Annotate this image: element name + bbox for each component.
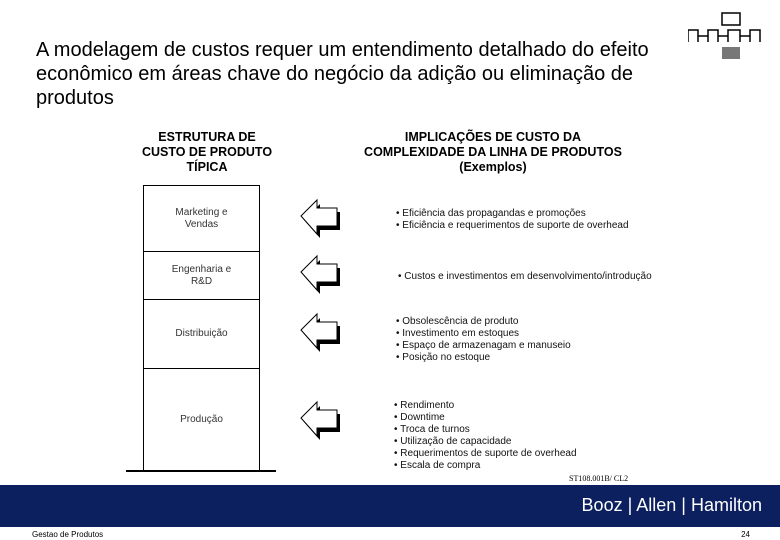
arrow-left-icon xyxy=(300,310,342,352)
implications-engineering xyxy=(398,271,652,283)
block-label: Produção xyxy=(180,413,223,425)
list-item: • Posição no estoque xyxy=(396,352,491,363)
block-label: Marketing e Vendas xyxy=(175,206,228,230)
header-line: IMPLICAÇÕES DE CUSTO DA xyxy=(404,130,582,144)
header-line: CUSTO DE PRODUTO xyxy=(141,145,273,159)
list-item: • Downtime xyxy=(394,412,445,423)
list-item: • Custos e investimentos em desenvolvimento/introdução xyxy=(398,271,652,282)
list-item: • Eficiência das propagandas e promoções xyxy=(396,208,586,219)
brand-logo: Booz | Allen | Hamilton xyxy=(581,495,762,515)
block-marketing xyxy=(143,185,260,252)
list-item: • Obsolescência de produto xyxy=(396,316,519,327)
arrow-left-icon xyxy=(300,398,342,440)
footer-label: Gestao de Produtos xyxy=(32,530,104,539)
block-label: Engenharia e R&D xyxy=(171,263,232,287)
list-item: • Rendimento xyxy=(394,400,455,411)
list-item: • Espaço de armazenagam e manuseio xyxy=(396,340,571,351)
list-item: • Investimento em estoques xyxy=(396,328,520,339)
slide-title: A modelagem de custos requer um entendimento detalhado do efeito econômico em áreas chave do negócio da adição ou eliminação de produtos xyxy=(36,39,649,109)
block-production xyxy=(143,368,260,471)
header-line: ESTRUTURA DE xyxy=(158,130,256,144)
list-item: • Utilização de capacidade xyxy=(394,436,512,447)
baseline xyxy=(126,470,276,472)
block-label: Distribuição xyxy=(175,328,228,339)
arrow-left-icon xyxy=(300,252,342,294)
list-item: • Escala de compra xyxy=(394,460,481,471)
left-header xyxy=(117,130,297,175)
list-item: • Eficiência e requerimentos de suporte de overhead xyxy=(396,220,629,231)
right-header xyxy=(343,130,643,175)
header-line: COMPLEXIDADE DA LINHA DE PRODUTOS xyxy=(364,145,622,159)
list-item: • Troca de turnos xyxy=(394,424,470,435)
list-item: • Requerimentos de suporte de overhead xyxy=(394,448,577,459)
header-line: (Exemplos) xyxy=(459,160,527,174)
header-line: TÍPICA xyxy=(186,160,228,174)
implications-distribution xyxy=(396,316,571,364)
page-number: 24 xyxy=(741,530,750,539)
arrow-left-icon xyxy=(300,196,342,238)
block-distribution xyxy=(143,299,260,369)
implications-marketing xyxy=(396,208,629,232)
implications-production xyxy=(394,400,577,472)
logo-icon xyxy=(688,10,770,60)
reference-code: ST108.001B/ CL2 xyxy=(569,474,629,483)
block-engineering xyxy=(143,251,260,300)
